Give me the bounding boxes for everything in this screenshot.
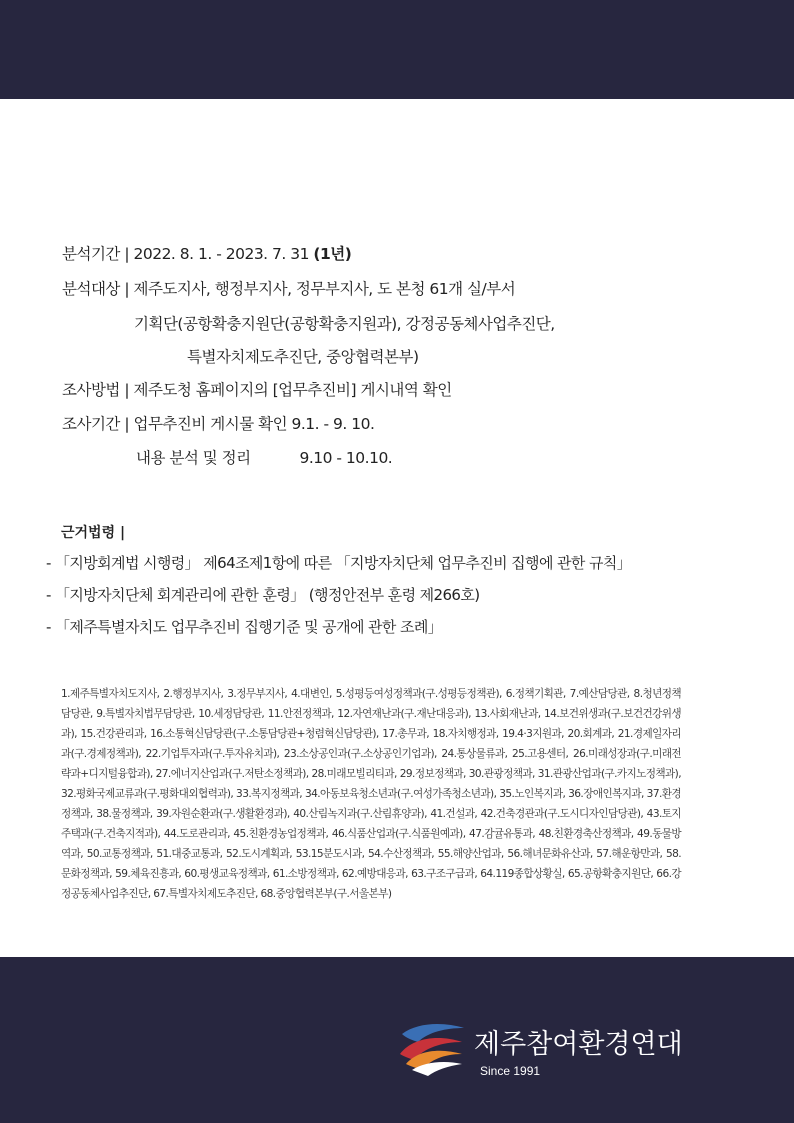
analysis-target-line3: 특별자치제도추진단, 중앙협력본부) [187,348,419,366]
analysis-period [62,242,351,264]
org-name: 제주참여환경연대 [474,1029,683,1060]
survey-method [62,378,452,400]
law-item: - 「제주특별자치도 업무추진비 집행기준 및 공개에 관한 조례」 [46,618,443,636]
law-item: - 「지방자치단체 회계관리에 관한 훈령」 (행정안전부 훈령 제266호) [46,586,480,604]
analysis-target [62,277,515,299]
department-footnote: 1.제주특별자치도지사, 2.행정부지사, 3.정무부지사, 4.대변인, 5.성평등여성정책과(구.성평등정책관), 6.정책기획관, 7.예산담당관, 8.청년정책담당관, 9.특별자치법무담당관, 10.세정담당관, 11.안전정책과, 12.자연재난과(구.재난대응과), 13.사회재난과, 14.보건위생과(구.보건건강위생과), 15.건강관리과, 16.소통혁신담당관(구.소통담당관+청렴혁신담당관), 17.총무과, 18.자치행정과, 19.4·3지원과, 20.회계과, 21.경제일자리과(구.경제정책과), 22.기업투자과(구.투자유치과), 23.소상공인과(구.소상공인기업과), 24.통상물류과, 25.고용센터, 26.미래성장과(구.미래전략과+디지털융합과), 27.에너지산업과(구.저탄소정책과), 28.미래모빌리티과, 29.정보정책과, 30.관광정책과, 31.관광산업과(구.카지노정책과), 32.평화국제교류과(구.평화대외협력과), 33.복지정책과, 34.아동보육청소년과(구.여성가족청소년과), 35.노인복지과, 36.장애인복지과, 37.환경정책과, 38.물정책과, 39.자원순환과(구.생활환경과), 40.산림녹지과(구.산림휴양과), 41.건설과, 42.건축경관과(구.도시디자인담당관), 43.토지주택과(구.건축지적과), 44.도로관리과, 45.친환경농업정책과, 46.식품산업과(구.식품원예과), 47.감귤유통과, 48.친환경축산정책과, 49.동물방역과, 50.교통정책과, 51.대중교통과, 52.도시계획과, 53.15분도시과, 54.수산정책과, 55.해양산업과, 56.해녀문화유산과, 57.해운항만과, 58.문화정책과, 59.체육진흥과, 60.평생교육정책과, 61.소방정책과, 62.예방대응과, 63.구조구급과, 64.119종합상황실, 65.공항확충지원단, 66.강정공동체사업추진단, 67.특별자치제도추진단, 68.중앙협력본부(구.서울본부) [61,688,681,900]
survey-line2-label: 내용 분석 및 정리 [136,449,251,467]
laws-title: 근거법령 | [61,525,126,541]
target-value: 제주도지사, 행정부지사, 정무부지사, 도 본청 61개 실/부서 [133,280,516,298]
period-value: 2022. 8. 1. - 2023. 7. 31 [133,245,309,263]
survey-label: 조사기간 | [62,415,130,433]
survey-period-line2 [136,446,392,468]
header-band [0,0,794,99]
method-label: 조사방법 | [62,381,130,399]
org-since: Since 1991 [480,1064,541,1078]
org-emblem-icon [398,1020,466,1078]
survey-value: 업무추진비 게시물 확인 9.1. - 9. 10. [133,415,375,433]
survey-line2-value: 9.10 - 10.10. [299,449,393,467]
law-item: - 「지방회계법 시행령」 제64조제1항에 따른 「지방자치단체 업무추진비 집행에 관한 규칙」 [46,554,632,572]
period-years: (1년) [313,245,352,263]
survey-period [62,412,374,434]
analysis-target-line2: 기획단(공항확충지원단(공항확충지원과), 강정공동체사업추진단, [134,315,555,333]
method-value: 제주도청 홈페이지의 [업무추진비] 게시내역 확인 [133,381,452,399]
period-label: 분석기간 | [62,245,130,263]
target-label: 분석대상 | [62,280,130,298]
org-logo [398,1020,698,1090]
